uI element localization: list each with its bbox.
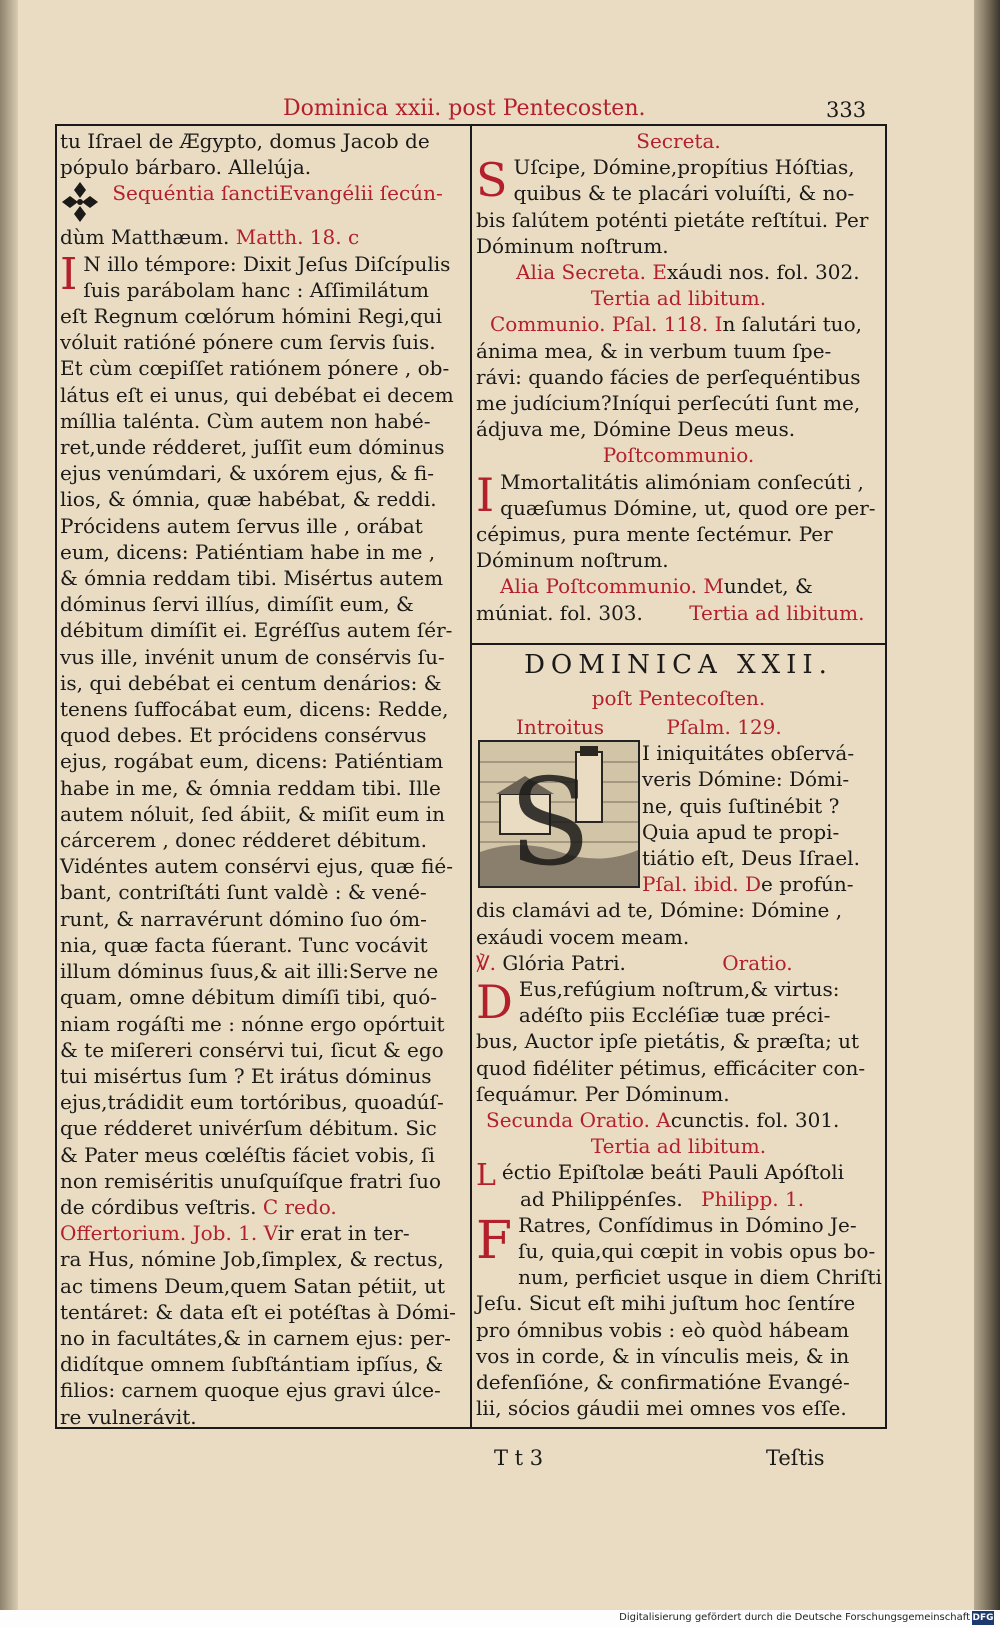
text-line: exáudi vocem meam. — [476, 924, 690, 949]
text-line: rávi: quando fácies de perſequéntibus — [476, 364, 861, 389]
text-line: Uſcipe, Dómine,propítius Hóſtias, — [513, 155, 855, 180]
text-line: ſu, quia,qui cœpit in vobis opus bo- — [518, 1239, 876, 1264]
text-line: éctio Epiſtolæ beáti Pauli Apóſtoli — [501, 1160, 845, 1185]
text-line: N illo témpore: Dixit Jeſus Diſcípulis — [83, 251, 451, 276]
text-line: dis clamávi ad te, Dómine: Dómine , — [476, 898, 843, 923]
text-line: illum dóminus ſuus,& ait illi:Serve ne — [60, 959, 439, 984]
text-line: vus ille, invénit unum de consérvis ſu- — [60, 644, 445, 669]
text-line: Dóminum noſtrum. — [476, 233, 669, 258]
text-line: Et cùm cœpiſſet ratiónem pónere , ob- — [60, 356, 450, 381]
text-line: vóluit ratióné pónere cum ſervis ſuis. — [60, 330, 436, 355]
oratio-heading: Oratio. — [722, 950, 793, 975]
dfg-logo: DFG — [972, 1613, 994, 1623]
text-line: habe in me, & ómnia reddam tibi. Ille — [60, 775, 441, 800]
woodcut-icon — [480, 742, 638, 886]
alia-secreta-label: Alia Secreta. E — [516, 260, 667, 285]
alia-postcommunio-label: Alia Poſtcommunio. M — [500, 574, 724, 599]
text-line: ad Philippénſes. — [520, 1186, 683, 1211]
drop-cap: D — [476, 975, 513, 1030]
text-line: cárcerem , donec rédderet débitum. — [60, 828, 427, 853]
page-gutter — [0, 0, 18, 1610]
sequentia-block — [60, 180, 465, 250]
text-line: ne, quis ſuſtinébit ? — [642, 793, 840, 818]
sequentia-label: Sequéntia ſanctiEvangélii ſecún- — [112, 181, 443, 206]
text-line: quod fidéliter pétimus, efficáciter con- — [476, 1055, 866, 1080]
right-column-upper — [476, 128, 881, 626]
text-line: tu Iſrael de Ægypto, domus Jacob de — [60, 129, 430, 153]
text-line: undet, & — [723, 574, 813, 599]
text-line: Jeſu. Sicut eſt mihi juſtum hoc ſentíre — [476, 1291, 856, 1316]
text-line: Glória Patri. — [502, 950, 626, 975]
text-line: tentáret: & data eſt ei potéſtas à Dómi- — [60, 1299, 456, 1324]
text-line: niam rogáſti me : nónne ergo opórtuit — [60, 1011, 445, 1036]
text-line: lii, sócios gáudii mei omnes vos eſſe. — [476, 1396, 847, 1421]
text-line: eſt Regnum cœlórum hómini Regi,qui — [60, 304, 443, 329]
communio-label: Communio. Pſal. 118. I — [490, 312, 723, 337]
page-number: 333 — [826, 98, 867, 122]
epistle-text — [476, 1212, 881, 1422]
svg-text:S: S — [508, 754, 592, 886]
text-line: nia, quæ facta fúerant. Tunc vocávit — [60, 932, 428, 957]
psalm-label: Pſal. ibid. D — [642, 872, 762, 897]
text-line: ret,unde rédderet, juſſit eum dóminus — [60, 435, 445, 460]
text-line: cépimus, pura mente ſectémur. Per — [476, 522, 833, 547]
digitization-note: Digitalisierung gefördert durch die Deutsche Forschungsgemeinschaft — [619, 1612, 970, 1623]
postcommunio-text — [476, 469, 881, 574]
text-line: bus, Auctor ipſe pietátis, & præſta; ut — [476, 1029, 860, 1054]
signature-mark: T t 3 — [494, 1446, 544, 1470]
text-line: lios, & ómnia, quæ habébat, & reddi. — [60, 487, 437, 512]
text-line: ſuis parábolam hanc : Aſſimilátum — [83, 277, 429, 302]
ornament-icon — [60, 180, 100, 224]
rubric: Tertia ad libitum. — [590, 1134, 767, 1159]
text-line: quod debes. Et prócidens consérvus — [60, 723, 427, 748]
text-line: re vulnerávit. — [60, 1404, 197, 1429]
text-line: Mmortalitátis alimóniam conſecúti , — [500, 469, 864, 494]
introitus-reference: Pſalm. 129. — [666, 715, 782, 739]
gospel-reference: Matth. 18. c — [235, 225, 360, 250]
psalm-text — [476, 897, 881, 949]
left-column — [60, 128, 465, 1430]
credo-label: C redo. — [262, 1194, 337, 1219]
offertorium-label: Offertorium. Job. 1. V — [60, 1221, 278, 1246]
text-line: bis ſalútem poténti pietáte reſtítui. Per — [476, 207, 869, 232]
text-line: n ſalutári tuo, — [722, 312, 862, 337]
text-line: ádjuva me, Dómine Deus meus. — [476, 417, 796, 442]
text-line: Prócidens autem ſervus ille , orábat — [60, 513, 423, 538]
text-line: & ómnia reddam tibi. Misértus autem — [60, 566, 444, 591]
offertorium-text — [60, 1246, 465, 1429]
postcommunio-heading: Poſtcommunio. — [602, 443, 755, 468]
text-line: dóminus ſervi illíus, dimíſit eum, & — [60, 592, 414, 617]
drop-cap: S — [476, 153, 508, 208]
text-line: Eus,refúgium noſtrum,& virtus: — [518, 977, 840, 1002]
section-subtitle: poſt Pentecoſten. — [591, 686, 766, 710]
text-line: ejus, rogábat eum, dicens: Patiéntiam — [60, 749, 444, 774]
text-line: non remiséritis unuſquíſque fratri ſuo — [60, 1168, 441, 1193]
versicle-icon: ℣. — [476, 950, 497, 975]
text-line: eum, dicens: Patiéntiam habe in me , — [60, 539, 436, 564]
page-edge — [974, 0, 1000, 1610]
text-line: me judícium?Iníqui perſecúti ſunt me, — [476, 391, 861, 416]
text-line: vos in corde, & in vínculis meis, & in — [476, 1343, 850, 1368]
text-line: Vidéntes autem consérvi ejus, quæ fié- — [60, 854, 454, 879]
text-line: múniat. fol. 303. — [476, 600, 643, 625]
introitus-label: Introitus — [516, 715, 604, 739]
text-line: no in facultátes,& in carnem ejus: per- — [60, 1325, 451, 1350]
secreta-text — [476, 154, 881, 259]
text-line: I iniquitátes obſervá- — [642, 741, 855, 766]
drop-cap: I — [60, 248, 78, 300]
secreta-heading: Secreta. — [636, 129, 721, 153]
text-line: bant, contriſtáti ſunt valdè : & vené- — [60, 880, 427, 905]
text-line: cunctis. fol. 301. — [670, 1108, 840, 1133]
text-line: is, qui debébat ei centum denários: & — [60, 670, 442, 695]
sequentia-line: dùm Matthæum. — [60, 225, 230, 250]
running-title: Dominica xxii. post Pentecosten. — [283, 96, 646, 121]
text-line: ac timens Deum,quem Satan pétiit, ut — [60, 1273, 446, 1298]
text-line: & te miſereri consérvi tui, ſicut & ego — [60, 1037, 444, 1062]
text-line: míllia talénta. Cùm autem non habé- — [60, 408, 431, 433]
epistle-reference: Philipp. 1. — [701, 1186, 805, 1211]
text-line: defenſióne, & confirmatióne Evangé- — [476, 1370, 850, 1395]
drop-cap: L — [476, 1158, 496, 1194]
text-line: runt, & narravérunt dómino ſuo óm- — [60, 906, 427, 931]
text-line: ra Hus, nómine Job,ſimplex, & rectus, — [60, 1247, 444, 1272]
section-rule — [472, 643, 887, 645]
catchword: Teſtis — [766, 1446, 825, 1470]
oratio-text — [476, 976, 881, 1107]
text-line: quibus & te placári voluíſti, & no- — [513, 181, 855, 206]
text-line: que rédderet univérſum débitum. Sic — [60, 1116, 437, 1141]
drop-cap: F — [476, 1210, 513, 1271]
text-line: tiátio eſt, Deus Iſrael. — [642, 846, 860, 871]
communio-text — [476, 338, 881, 443]
text-line: pro ómnibus vobis : eò quòd hábeam — [476, 1317, 850, 1342]
drop-cap: I — [476, 467, 495, 522]
text-line: num, perficiet usque in diem Chriſti — [518, 1265, 882, 1290]
text-line: tenens ſuffocábat eum, dicens: Redde, — [60, 697, 449, 722]
woodcut-initial-s — [478, 740, 640, 888]
rubric: Tertia ad libitum. — [590, 286, 767, 311]
text-line: quæſumus Dómine, ut, quod ore per- — [500, 495, 876, 520]
column-divider — [470, 124, 472, 1429]
text-line: ſequámur. Per Dóminum. — [476, 1081, 730, 1106]
text-line: tui misértus ſum ? Et irátus dóminus — [60, 1063, 432, 1088]
text-line: pópulo bárbaro. Allelúja. — [60, 155, 312, 180]
text-line: e profún- — [761, 872, 854, 897]
text-line: ejus venúmdari, & uxórem ejus, & fi- — [60, 461, 435, 486]
text-line: débitum dimíſit ei. Egréſſus autem ſér- — [60, 618, 453, 643]
text-line: Ratres, Confídimus in Dómino Je- — [518, 1212, 857, 1237]
text-line: látus eſt ei unus, qui debébat ei decem — [60, 382, 454, 407]
text-line: xáudi nos. fol. 302. — [666, 260, 860, 285]
text-line: adéſto piis Eccléſiæ tuæ préci- — [518, 1003, 831, 1028]
gospel-text — [60, 248, 465, 1194]
rubric: Tertia ad libitum. — [689, 600, 865, 625]
text-line: ir erat in ter- — [277, 1221, 410, 1246]
text-line: didítque omnem ſubſtántiam ipſíus, & — [60, 1352, 444, 1377]
text-line: Dóminum noſtrum. — [476, 548, 669, 573]
text-line: quam, omne débitum dimíſi tibi, quó- — [60, 985, 437, 1010]
text-line: & Pater meus cœléſtis fáciet vobis, ſi — [60, 1142, 435, 1167]
text-line: Quia apud te propi- — [642, 819, 840, 844]
text-line: filios: carnem quoque ejus gravi úlce- — [60, 1378, 441, 1403]
text-line: ánima mea, & in verbum tuum ſpe- — [476, 338, 832, 363]
text-line: autem nóluit, ſed ábiit, & miſit eum in — [60, 801, 446, 826]
section-title: DOMINICA XXII. — [524, 650, 833, 680]
secunda-oratio-label: Secunda Oratio. A — [486, 1108, 671, 1133]
text-line: de córdibus veſtris. — [60, 1194, 257, 1219]
text-line: ejus,trádidit eum tortóribus, quoadúſ- — [60, 1090, 444, 1115]
text-line: veris Dómine: Dómi- — [642, 767, 850, 792]
